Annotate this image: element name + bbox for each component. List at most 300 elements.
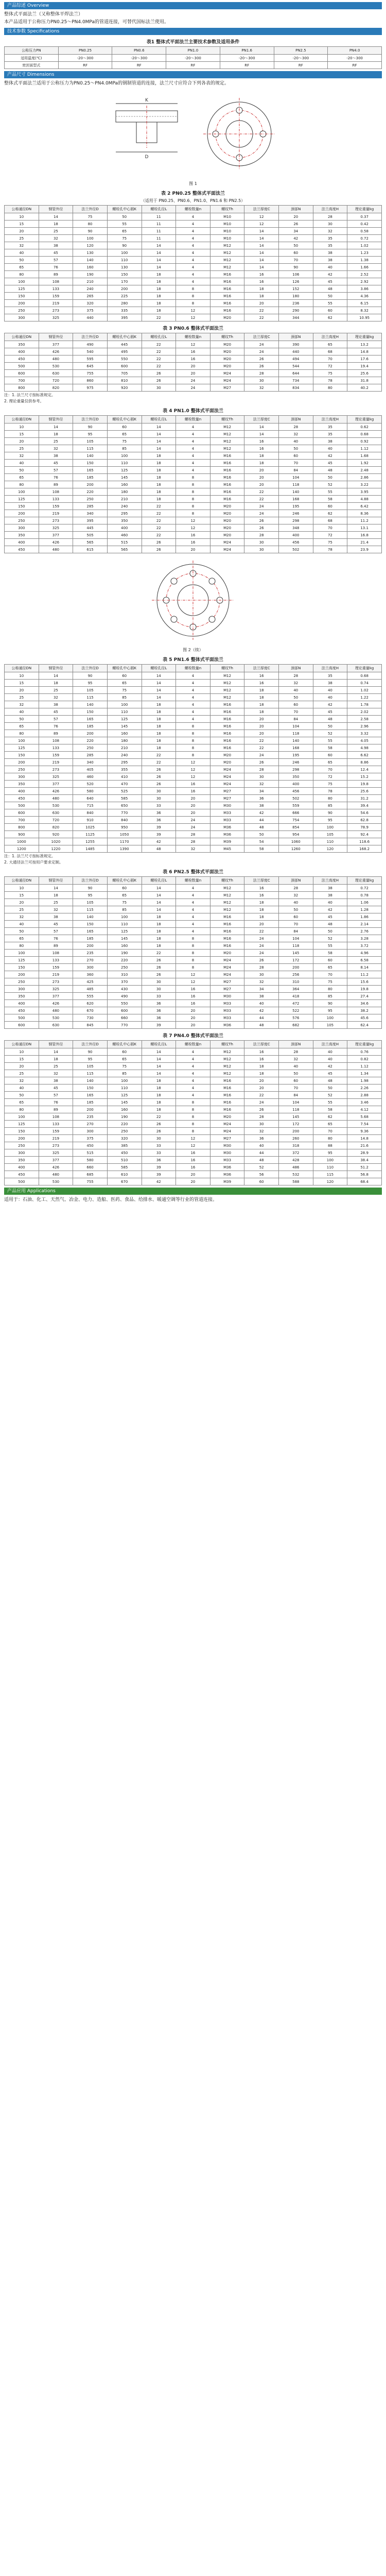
table-row bbox=[5, 723, 382, 730]
table-cell: M16 bbox=[210, 744, 244, 752]
table-cell: 20 bbox=[5, 1063, 39, 1070]
table-cell: 4 bbox=[176, 213, 210, 221]
table-cell: 26 bbox=[244, 355, 279, 363]
column-header: 螺纹Th bbox=[210, 416, 244, 423]
table-cell: 755 bbox=[73, 1178, 108, 1185]
table-cell: 60 bbox=[107, 423, 142, 431]
table-cell: 140 bbox=[73, 452, 108, 460]
table-cell: 250 bbox=[107, 964, 142, 971]
table-cell: 620 bbox=[73, 1000, 108, 1007]
table-cell: 80 bbox=[5, 730, 39, 737]
table-cell: 65 bbox=[107, 1056, 142, 1063]
table-cell: 16 bbox=[176, 1157, 210, 1164]
table-cell: 28 bbox=[244, 964, 279, 971]
table-cell: 18 bbox=[142, 921, 176, 928]
table-cell: 200 bbox=[73, 942, 108, 950]
table-cell: 8 bbox=[176, 935, 210, 942]
table-cell: 52 bbox=[313, 481, 347, 488]
table-cell: 502 bbox=[279, 546, 313, 553]
table-cell: 68 bbox=[313, 348, 347, 355]
table-cell: 428 bbox=[279, 1157, 313, 1164]
table-cell: 118.6 bbox=[347, 838, 382, 845]
table-cell: 16 bbox=[244, 278, 279, 285]
table-cell: 108 bbox=[39, 950, 73, 957]
table5-caption: 表 5 PN1.6 整体式平面法兰 bbox=[163, 657, 223, 663]
table-cell: 36 bbox=[142, 817, 176, 824]
column-header: 公称通径DN bbox=[5, 1041, 39, 1048]
table-cell: 50 bbox=[313, 1084, 347, 1092]
table-row bbox=[5, 242, 382, 249]
column-header: 钢管外径 bbox=[39, 1041, 73, 1048]
table-cell: 18 bbox=[142, 307, 176, 314]
table-cell: 480 bbox=[39, 1007, 73, 1014]
table-cell: 105 bbox=[73, 438, 108, 445]
table-cell: 8 bbox=[176, 1128, 210, 1135]
table-cell: M24 bbox=[210, 1121, 244, 1128]
table-cell: 250 bbox=[5, 1142, 39, 1149]
table-cell: 85 bbox=[313, 802, 347, 809]
table-cell: 180 bbox=[279, 293, 313, 300]
table-row bbox=[5, 363, 382, 370]
table-cell: 36 bbox=[244, 795, 279, 802]
table-cell: 14 bbox=[142, 687, 176, 694]
table-cell: 26 bbox=[142, 971, 176, 978]
table-cell: 100 bbox=[107, 1077, 142, 1084]
table-cell: 26 bbox=[142, 781, 176, 788]
column-header: 螺栓孔中心圆K bbox=[107, 416, 142, 423]
table-cell: 840 bbox=[107, 817, 142, 824]
table-cell: 20 bbox=[244, 467, 279, 474]
table-cell: 4.96 bbox=[347, 950, 382, 957]
table-cell: 14 bbox=[142, 438, 176, 445]
table-cell: 800 bbox=[5, 384, 39, 392]
table-cell: M24 bbox=[210, 377, 244, 384]
table-cell: 14 bbox=[142, 1048, 176, 1056]
table7-caption: 表 7 PN4.0 整体式平面法兰 bbox=[163, 1033, 223, 1039]
table-cell: M16 bbox=[210, 460, 244, 467]
table-cell: 1025 bbox=[73, 824, 108, 831]
table-cell: M24 bbox=[210, 773, 244, 781]
table-cell: 650 bbox=[107, 802, 142, 809]
table-cell: 18 bbox=[142, 271, 176, 278]
table-cell: 80 bbox=[313, 1135, 347, 1142]
table-cell: 16.8 bbox=[347, 532, 382, 539]
table-row bbox=[5, 1164, 382, 1171]
column-header: 钢管外径 bbox=[39, 416, 73, 423]
table-cell: M27 bbox=[210, 788, 244, 795]
table-cell: 57 bbox=[39, 928, 73, 935]
table-cell: 100 bbox=[73, 235, 108, 242]
column-header: 螺栓数量n bbox=[176, 665, 210, 672]
table-row bbox=[5, 546, 382, 553]
table-cell: 11.2 bbox=[347, 971, 382, 978]
table-cell: 18 bbox=[244, 694, 279, 701]
table-row bbox=[5, 370, 382, 377]
table-cell: 395 bbox=[73, 517, 108, 524]
table-row bbox=[5, 957, 382, 964]
table-cell: M20 bbox=[210, 532, 244, 539]
table-cell: 62 bbox=[313, 510, 347, 517]
table-cell: M12 bbox=[210, 672, 244, 680]
table-cell: 145 bbox=[279, 1113, 313, 1121]
table-cell: 36 bbox=[142, 1157, 176, 1164]
table-cell: 33 bbox=[142, 802, 176, 809]
table-cell: 140 bbox=[73, 913, 108, 921]
table-cell: 273 bbox=[39, 307, 73, 314]
table-cell: 51.2 bbox=[347, 1164, 382, 1171]
table-cell: 270 bbox=[73, 1121, 108, 1128]
column-header: 螺栓孔中心圆K bbox=[107, 877, 142, 885]
table-cell: 105 bbox=[313, 831, 347, 838]
table-cell: 210 bbox=[107, 496, 142, 503]
table-cell: M20 bbox=[210, 503, 244, 510]
table-cell: 30 bbox=[244, 377, 279, 384]
table-cell: 530 bbox=[39, 1178, 73, 1185]
table-cell: 40 bbox=[5, 708, 39, 716]
table-cell: 32 bbox=[5, 242, 39, 249]
specs-section bbox=[0, 28, 386, 69]
table-row bbox=[5, 928, 382, 935]
table-cell: 520 bbox=[73, 781, 108, 788]
table-cell: 56.8 bbox=[347, 1171, 382, 1178]
table-cell: 89 bbox=[39, 730, 73, 737]
table-cell: 235 bbox=[73, 1113, 108, 1121]
table-row bbox=[5, 766, 382, 773]
column-header: 公称通径DN bbox=[5, 665, 39, 672]
column-header: 法兰高度H bbox=[313, 416, 347, 423]
column-header: PN0.25 bbox=[58, 47, 112, 55]
column-header: 钢管外径 bbox=[39, 877, 73, 885]
table-cell: RF bbox=[58, 62, 112, 69]
table-cell: 24 bbox=[244, 341, 279, 348]
table-row bbox=[5, 503, 382, 510]
table-cell: 18 bbox=[142, 285, 176, 293]
table-cell: 14 bbox=[244, 249, 279, 257]
table-cell: 8.14 bbox=[347, 964, 382, 971]
table-row bbox=[5, 950, 382, 957]
table-cell: 400 bbox=[279, 532, 313, 539]
table-cell: 110 bbox=[313, 1164, 347, 1171]
table-cell: 14 bbox=[244, 423, 279, 431]
table-cell: 70 bbox=[279, 1084, 313, 1092]
table-cell: 8 bbox=[176, 942, 210, 950]
table-cell: 60 bbox=[244, 1178, 279, 1185]
table-cell: 219 bbox=[39, 1135, 73, 1142]
table-cell: 8 bbox=[176, 503, 210, 510]
table-cell: 8 bbox=[176, 1113, 210, 1121]
table-cell: 4.36 bbox=[347, 293, 382, 300]
table-row bbox=[5, 452, 382, 460]
table-cell: 25 bbox=[39, 228, 73, 235]
table-cell: 50 bbox=[313, 474, 347, 481]
table-cell: 500 bbox=[5, 1014, 39, 1022]
table-cell: 75 bbox=[107, 687, 142, 694]
table-cell: 4.88 bbox=[347, 496, 382, 503]
table-cell: 854 bbox=[279, 824, 313, 831]
table-cell: 50 bbox=[279, 445, 313, 452]
table-cell: 23.9 bbox=[347, 546, 382, 553]
table-cell: 1050 bbox=[107, 831, 142, 838]
table-cell: 5.68 bbox=[347, 1113, 382, 1121]
table-cell: 14 bbox=[244, 431, 279, 438]
table-cell: 16 bbox=[176, 788, 210, 795]
table-cell: 19.8 bbox=[347, 781, 382, 788]
table-cell: 8 bbox=[176, 744, 210, 752]
table-cell: 4 bbox=[176, 460, 210, 467]
table-cell: 密封面型式 bbox=[5, 62, 59, 69]
table-cell: 210 bbox=[73, 278, 108, 285]
table-cell: 60 bbox=[279, 1077, 313, 1084]
table-cell: 125 bbox=[5, 285, 39, 293]
table-cell: 110 bbox=[107, 921, 142, 928]
table-cell: 4 bbox=[176, 235, 210, 242]
table-row bbox=[5, 423, 382, 431]
table-cell: 195 bbox=[279, 752, 313, 759]
table-cell: 70 bbox=[279, 257, 313, 264]
table-cell: 300 bbox=[5, 986, 39, 993]
table-cell: M24 bbox=[210, 781, 244, 788]
table-cell: 3.32 bbox=[347, 730, 382, 737]
table-cell: 26 bbox=[244, 363, 279, 370]
table-row bbox=[5, 1142, 382, 1149]
table-cell: 60 bbox=[279, 249, 313, 257]
table-note: 注：1. 法兰尺寸按标准规定。 bbox=[4, 393, 56, 397]
table-row bbox=[5, 942, 382, 950]
table-cell: 11 bbox=[142, 213, 176, 221]
table-row bbox=[5, 993, 382, 1000]
table-cell: 12 bbox=[176, 759, 210, 766]
table-cell: 200 bbox=[73, 1106, 108, 1113]
table-cell: 18 bbox=[244, 293, 279, 300]
table-cell: 85 bbox=[107, 906, 142, 913]
table-cell: 55 bbox=[313, 1099, 347, 1106]
table-cell: 50 bbox=[5, 1092, 39, 1099]
table-row bbox=[5, 1007, 382, 1014]
column-header: 公称通径DN bbox=[5, 333, 39, 341]
table-cell: 1485 bbox=[73, 845, 108, 853]
table-cell: 0.74 bbox=[347, 680, 382, 687]
table-cell: 11 bbox=[142, 221, 176, 228]
table-cell: 6.15 bbox=[347, 300, 382, 307]
table-cell: 65 bbox=[5, 1099, 39, 1106]
table-cell: 40 bbox=[279, 899, 313, 906]
table-cell: 375 bbox=[73, 1135, 108, 1142]
table-row bbox=[5, 213, 382, 221]
table-cell: 532 bbox=[279, 1171, 313, 1178]
table-cell: 3.46 bbox=[347, 1099, 382, 1106]
table-cell: 22 bbox=[142, 517, 176, 524]
table-cell: 48 bbox=[313, 921, 347, 928]
table-cell: M16 bbox=[210, 716, 244, 723]
table-cell: 1.98 bbox=[347, 1077, 382, 1084]
table-cell: 65 bbox=[313, 759, 347, 766]
table-row bbox=[5, 781, 382, 788]
table-cell: M16 bbox=[210, 1084, 244, 1092]
table-cell: M10 bbox=[210, 228, 244, 235]
table-cell: 30 bbox=[244, 773, 279, 781]
table-cell: M24 bbox=[210, 546, 244, 553]
table-cell: 100 bbox=[107, 913, 142, 921]
overview-section bbox=[0, 2, 386, 26]
table-cell: 4 bbox=[176, 228, 210, 235]
table-row bbox=[5, 235, 382, 242]
table-cell: 250 bbox=[107, 1128, 142, 1135]
table-row bbox=[5, 986, 382, 993]
table-cell: 18 bbox=[244, 906, 279, 913]
table-cell: 4 bbox=[176, 928, 210, 935]
table-cell: 80 bbox=[313, 795, 347, 802]
table-cell: 3.86 bbox=[347, 285, 382, 293]
column-header: 法兰厚度C bbox=[244, 1041, 279, 1048]
table-cell: 90 bbox=[73, 228, 108, 235]
table-cell: M16 bbox=[210, 452, 244, 460]
table-row bbox=[5, 1099, 382, 1106]
table-cell: 1125 bbox=[73, 831, 108, 838]
table-cell: 4 bbox=[176, 278, 210, 285]
table-row bbox=[5, 1056, 382, 1063]
column-header: 法兰厚度C bbox=[244, 665, 279, 672]
table-cell: 225 bbox=[107, 293, 142, 300]
table-cell: 44 bbox=[244, 1149, 279, 1157]
table-cell: 2.48 bbox=[347, 467, 382, 474]
table-cell: 30 bbox=[313, 221, 347, 228]
table-cell: 285 bbox=[73, 752, 108, 759]
table-row bbox=[5, 935, 382, 942]
table-cell: 172 bbox=[279, 1121, 313, 1128]
figure-2 bbox=[4, 556, 382, 644]
column-header: 螺栓孔中心圆K bbox=[107, 333, 142, 341]
table-cell: 219 bbox=[39, 759, 73, 766]
table-cell: 160 bbox=[107, 730, 142, 737]
column-header: 螺栓孔径L bbox=[142, 665, 176, 672]
table-cell: 18 bbox=[39, 1056, 73, 1063]
table-cell: 76 bbox=[39, 723, 73, 730]
table-cell: 522 bbox=[279, 1007, 313, 1014]
table-cell: 588 bbox=[279, 1178, 313, 1185]
table-cell: 110 bbox=[107, 708, 142, 716]
table-cell: 20 bbox=[176, 1178, 210, 1185]
column-header: PN2.5 bbox=[274, 47, 328, 55]
table-cell: 80 bbox=[5, 1106, 39, 1113]
table-cell: 298 bbox=[279, 766, 313, 773]
table-cell: 377 bbox=[39, 993, 73, 1000]
column-header: 法兰外径D bbox=[73, 333, 108, 341]
table-cell: 2.52 bbox=[347, 271, 382, 278]
table-cell: 265 bbox=[73, 293, 108, 300]
table-cell: 426 bbox=[39, 1000, 73, 1007]
table-cell: 32 bbox=[5, 1077, 39, 1084]
table-cell: 25 bbox=[5, 906, 39, 913]
table-cell: 14 bbox=[142, 1056, 176, 1063]
table-header-row bbox=[5, 333, 382, 341]
table-cell: 4 bbox=[176, 672, 210, 680]
table-cell: M16 bbox=[210, 488, 244, 496]
table-cell: 502 bbox=[279, 795, 313, 802]
column-header: PN4.0 bbox=[328, 47, 382, 55]
table-cell: 8 bbox=[176, 723, 210, 730]
table-header-row bbox=[5, 1041, 382, 1048]
table-cell: 22 bbox=[244, 488, 279, 496]
table-cell: 12 bbox=[176, 307, 210, 314]
table-cell: 16 bbox=[176, 1149, 210, 1157]
table-cell: 18 bbox=[142, 474, 176, 481]
table-cell: 72 bbox=[313, 363, 347, 370]
table-row bbox=[5, 271, 382, 278]
table-cell: M12 bbox=[210, 445, 244, 452]
table-cell: 60 bbox=[279, 701, 313, 708]
table-cell: M33 bbox=[210, 809, 244, 817]
column-header: 钢管外径 bbox=[39, 333, 73, 341]
table-cell: 486 bbox=[279, 1164, 313, 1171]
table-cell: 26 bbox=[142, 773, 176, 781]
table-cell: 200 bbox=[5, 1135, 39, 1142]
spec-table bbox=[4, 46, 382, 69]
table3-caption: 表 3 PN0.6 整体式平面法兰 bbox=[163, 326, 223, 331]
table-cell: 21.6 bbox=[347, 1142, 382, 1149]
table-cell: 18 bbox=[142, 744, 176, 752]
table-cell: 530 bbox=[39, 1014, 73, 1022]
table-cell: 25 bbox=[39, 687, 73, 694]
table4-caption: 表 4 PN1.0 整体式平面法兰 bbox=[163, 409, 223, 414]
table-cell: 200 bbox=[279, 964, 313, 971]
table-cell: M16 bbox=[210, 1106, 244, 1113]
table-cell: 60 bbox=[313, 503, 347, 510]
table-cell: 425 bbox=[73, 978, 108, 986]
table-cell: 32 bbox=[244, 384, 279, 392]
column-header: 螺栓孔径L bbox=[142, 333, 176, 341]
table-cell: 50 bbox=[107, 213, 142, 221]
table-cell: 38 bbox=[39, 242, 73, 249]
table-cell: 18 bbox=[142, 935, 176, 942]
table-cell: 18 bbox=[142, 737, 176, 744]
table-row bbox=[5, 1149, 382, 1157]
table-row bbox=[5, 809, 382, 817]
table-cell: 95 bbox=[313, 1149, 347, 1157]
table-cell: M24 bbox=[210, 1128, 244, 1135]
table-cell: M12 bbox=[210, 694, 244, 701]
table-cell: 145 bbox=[107, 474, 142, 481]
table-cell: 22 bbox=[142, 950, 176, 957]
table-cell: 320 bbox=[107, 1135, 142, 1142]
table-cell: 490 bbox=[73, 341, 108, 348]
column-header: 螺纹Th bbox=[210, 333, 244, 341]
table-cell: 57 bbox=[39, 257, 73, 264]
table-row bbox=[5, 307, 382, 314]
table-cell: 150 bbox=[73, 921, 108, 928]
table-cell: 89 bbox=[39, 1106, 73, 1113]
table-cell: 52 bbox=[313, 935, 347, 942]
table-cell: 38 bbox=[313, 885, 347, 892]
table-cell: 60 bbox=[107, 1048, 142, 1056]
table-cell: 75 bbox=[313, 370, 347, 377]
table-cell: 105 bbox=[73, 1063, 108, 1070]
table-cell: 14 bbox=[142, 694, 176, 701]
table-cell: 140 bbox=[279, 737, 313, 744]
table-cell: 348 bbox=[279, 524, 313, 532]
column-header: 理论重量kg bbox=[347, 1041, 382, 1048]
table-row bbox=[5, 1171, 382, 1178]
table-row bbox=[5, 1084, 382, 1092]
table-cell: 4 bbox=[176, 452, 210, 460]
table-cell: 24 bbox=[244, 950, 279, 957]
table-cell: 770 bbox=[107, 1022, 142, 1029]
column-header: 颈部N bbox=[279, 333, 313, 341]
table-cell: 26 bbox=[244, 524, 279, 532]
table-cell: 22 bbox=[142, 314, 176, 321]
table-cell: 24 bbox=[176, 824, 210, 831]
table-cell: 1060 bbox=[279, 838, 313, 845]
table-row bbox=[5, 672, 382, 680]
